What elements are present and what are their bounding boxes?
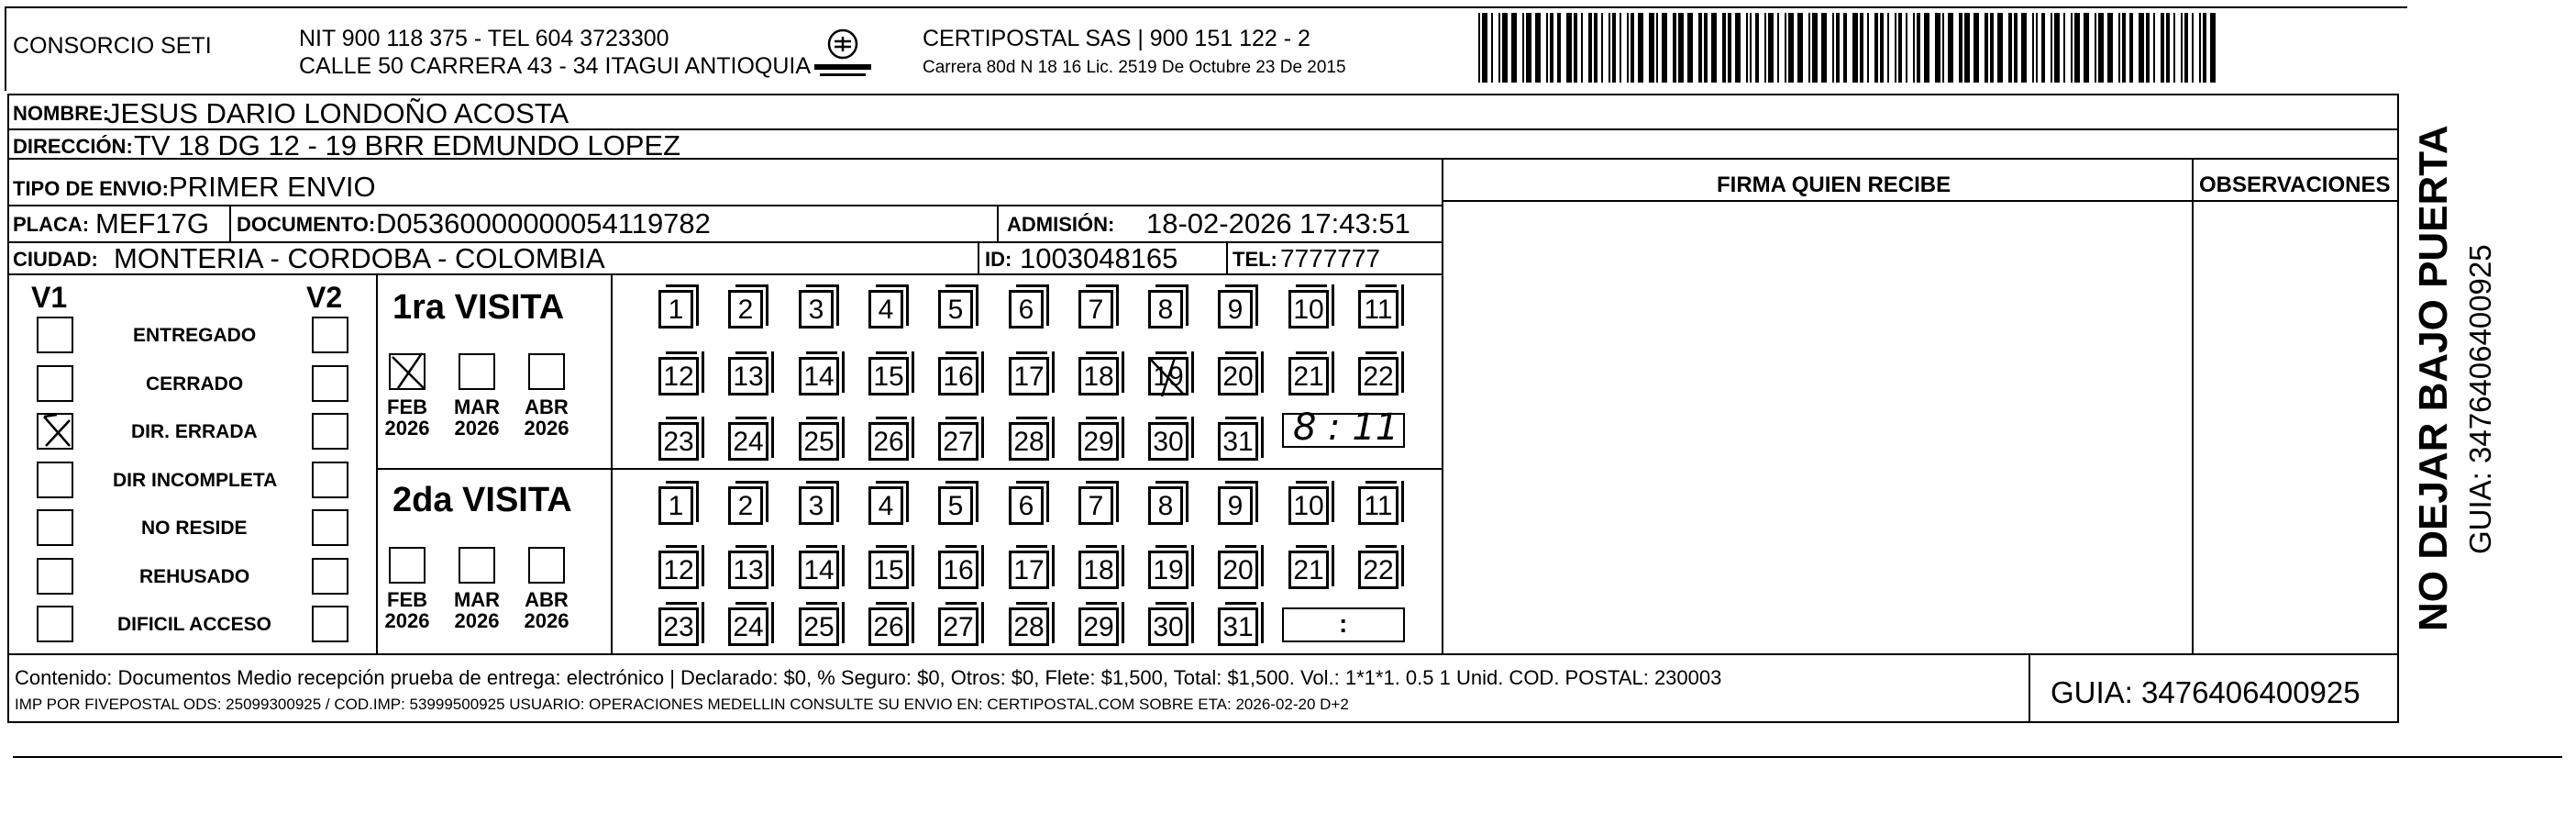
v2-checkbox[interactable] bbox=[312, 317, 348, 353]
observaciones-header: OBSERVACIONES bbox=[2199, 173, 2391, 197]
day-box[interactable]: 8 bbox=[1148, 486, 1183, 525]
month-checkbox[interactable] bbox=[389, 353, 426, 390]
month-checkbox[interactable] bbox=[528, 353, 565, 390]
placa-value: MEF17G bbox=[95, 207, 210, 239]
v1-label: V1 bbox=[31, 281, 68, 314]
day-box[interactable]: 5 bbox=[938, 290, 973, 329]
day-box[interactable]: 19 bbox=[1148, 357, 1188, 395]
day-box[interactable]: 22 bbox=[1358, 551, 1399, 589]
day-box[interactable]: 13 bbox=[728, 357, 768, 395]
day-box[interactable]: 4 bbox=[868, 486, 903, 525]
carrier-address: Carrera 80d N 18 16 Lic. 2519 De Octubre 23 De 2015 bbox=[923, 58, 1346, 77]
day-box[interactable]: 26 bbox=[868, 422, 909, 461]
day-box[interactable]: 25 bbox=[799, 607, 839, 646]
documento-label: DOCUMENTO: bbox=[237, 213, 376, 236]
month-checkbox[interactable] bbox=[528, 547, 565, 584]
day-box[interactable]: 18 bbox=[1078, 357, 1119, 395]
status-label: DIR. ERRADA bbox=[131, 421, 258, 442]
month-name: FEB bbox=[387, 588, 427, 611]
day-box[interactable]: 4 bbox=[868, 290, 903, 329]
status-label: REHUSADO bbox=[139, 566, 250, 587]
day-box[interactable]: 29 bbox=[1078, 422, 1119, 461]
v2-checkbox[interactable] bbox=[312, 606, 348, 642]
v1-checkbox[interactable] bbox=[37, 413, 73, 450]
admision-label: ADMISIÓN: bbox=[1007, 213, 1115, 236]
day-box[interactable]: 5 bbox=[938, 486, 973, 525]
address-line: CALLE 50 CARRERA 43 - 34 ITAGUI ANTIOQUIA bbox=[299, 53, 812, 79]
v1-checkbox[interactable] bbox=[37, 606, 73, 642]
day-box[interactable]: 20 bbox=[1218, 357, 1258, 395]
side-warning: NO DEJAR BAJO PUERTA bbox=[2411, 125, 2456, 631]
day-box[interactable]: 16 bbox=[938, 357, 978, 395]
tel-label: TEL: bbox=[1233, 248, 1277, 271]
day-box[interactable]: 7 bbox=[1078, 290, 1113, 329]
day-box[interactable]: 11 bbox=[1358, 290, 1399, 329]
check-mark-icon bbox=[39, 415, 72, 448]
day-box[interactable]: 30 bbox=[1148, 422, 1188, 461]
tipo-envio-value: PRIMER ENVIO bbox=[169, 171, 376, 203]
footer-line-1: Contenido: Documentos Medio recepción prueba de entrega: electrónico | Declarado: $0, % Seguro: $0, Otros: $0, Flete: $1,500, Total: $1,500. Vol.: 1*1*1. 0.5 1 Unid. COD. POSTAL: 230003 bbox=[15, 666, 1722, 689]
day-box[interactable]: 18 bbox=[1078, 551, 1119, 589]
day-box[interactable]: 13 bbox=[728, 551, 768, 589]
check-mark-icon bbox=[389, 351, 429, 392]
barcode bbox=[1478, 13, 2216, 83]
status-label: DIFICIL ACCESO bbox=[117, 614, 272, 635]
direccion-value: TV 18 DG 12 - 19 BRR EDMUNDO LOPEZ bbox=[134, 129, 681, 161]
first-visit-time: 8 : 11 bbox=[1293, 406, 1399, 449]
v1-checkbox[interactable] bbox=[37, 317, 73, 353]
month-name: ABR bbox=[525, 588, 569, 611]
day-box[interactable]: 21 bbox=[1288, 357, 1329, 395]
month-label bbox=[514, 396, 579, 439]
status-label: DIR INCOMPLETA bbox=[113, 470, 278, 491]
day-box[interactable]: 6 bbox=[1009, 486, 1044, 525]
day-box[interactable]: 22 bbox=[1358, 357, 1399, 395]
month-year: 2026 bbox=[454, 609, 500, 633]
month-year: 2026 bbox=[384, 609, 430, 633]
day-box[interactable]: 30 bbox=[1148, 607, 1188, 646]
day-box[interactable]: 20 bbox=[1218, 551, 1258, 589]
v2-label: V2 bbox=[306, 281, 343, 314]
tipo-envio-label: TIPO DE ENVIO: bbox=[13, 177, 169, 200]
v1-checkbox[interactable] bbox=[37, 365, 73, 402]
day-box[interactable]: 28 bbox=[1009, 607, 1049, 646]
month-name: MAR bbox=[453, 588, 501, 611]
placa-label: PLACA: bbox=[13, 213, 90, 236]
month-label bbox=[445, 589, 509, 631]
status-label: ENTREGADO bbox=[133, 325, 257, 346]
ciudad-label: CIUDAD: bbox=[13, 248, 98, 271]
carrier-line: CERTIPOSTAL SAS | 900 151 122 - 2 bbox=[923, 26, 1310, 51]
month-checkbox[interactable] bbox=[459, 547, 495, 584]
month-name: FEB bbox=[387, 395, 427, 418]
admision-value: 18-02-2026 17:43:51 bbox=[1146, 207, 1410, 239]
ciudad-value: MONTERIA - CORDOBA - COLOMBIA bbox=[114, 242, 605, 274]
v1-checkbox[interactable] bbox=[37, 509, 73, 546]
day-box[interactable]: 23 bbox=[658, 607, 699, 646]
v2-checkbox[interactable] bbox=[312, 509, 348, 546]
day-box[interactable]: 27 bbox=[938, 422, 978, 461]
month-label bbox=[375, 396, 439, 439]
day-box[interactable]: 1 bbox=[658, 290, 693, 329]
day-box[interactable]: 16 bbox=[938, 551, 978, 589]
day-box[interactable]: 31 bbox=[1218, 422, 1258, 461]
day-box[interactable]: 10 bbox=[1288, 486, 1329, 525]
day-box[interactable]: 14 bbox=[799, 357, 839, 395]
month-checkbox[interactable] bbox=[389, 547, 426, 584]
day-box[interactable]: 12 bbox=[658, 357, 699, 395]
day-box[interactable]: 31 bbox=[1218, 607, 1258, 646]
nombre-label: NOMBRE: bbox=[13, 102, 110, 125]
day-box[interactable]: 9 bbox=[1218, 486, 1253, 525]
day-box[interactable]: 12 bbox=[658, 551, 699, 589]
nit-line: NIT 900 118 375 - TEL 604 3723300 bbox=[299, 26, 669, 51]
day-box[interactable]: 11 bbox=[1358, 486, 1399, 525]
direccion-label: DIRECCIÓN: bbox=[13, 135, 133, 158]
v1-checkbox[interactable] bbox=[37, 462, 73, 498]
nombre-value: JESUS DARIO LONDOÑO ACOSTA bbox=[106, 97, 569, 129]
day-box[interactable]: 10 bbox=[1288, 290, 1329, 329]
month-label bbox=[375, 589, 439, 631]
month-label bbox=[445, 396, 509, 439]
footer-line-2: IMP POR FIVEPOSTAL ODS: 25099300925 / COD.IMP: 53999500925 USUARIO: OPERACIONES MEDELLIN CONSULTE SU ENVIO EN: CERTIPOSTAL.COM SOBRE ETA: 2026-02-20 D+2 bbox=[15, 696, 1349, 713]
second-visit-title: 2da VISITA bbox=[392, 481, 572, 519]
day-box[interactable]: 7 bbox=[1078, 486, 1113, 525]
day-box[interactable]: 2 bbox=[728, 486, 763, 525]
day-box[interactable]: 17 bbox=[1009, 551, 1049, 589]
month-year: 2026 bbox=[524, 609, 569, 633]
month-name: MAR bbox=[453, 395, 501, 418]
day-box[interactable]: 8 bbox=[1148, 290, 1183, 329]
v1-checkbox[interactable] bbox=[37, 558, 73, 595]
day-box[interactable]: 24 bbox=[728, 422, 768, 461]
documento-value: D05360000000054119782 bbox=[376, 207, 711, 239]
day-box[interactable]: 25 bbox=[799, 422, 839, 461]
day-box[interactable]: 3 bbox=[799, 290, 834, 329]
day-box[interactable]: 26 bbox=[868, 607, 909, 646]
day-box[interactable]: 1 bbox=[658, 486, 693, 525]
month-checkbox[interactable] bbox=[459, 353, 495, 390]
id-value: 1003048165 bbox=[1020, 242, 1178, 274]
day-box[interactable]: 15 bbox=[868, 551, 909, 589]
second-visit-time-separator: : bbox=[1339, 609, 1348, 638]
month-name: ABR bbox=[525, 395, 569, 418]
status-label: NO RESIDE bbox=[141, 518, 248, 539]
v2-checkbox[interactable] bbox=[312, 413, 348, 450]
company-name: CONSORCIO SETI bbox=[13, 33, 212, 59]
footer-guia: GUIA: 3476406400925 bbox=[2051, 675, 2360, 709]
status-label: CERRADO bbox=[146, 373, 244, 395]
day-box[interactable]: 15 bbox=[868, 357, 909, 395]
v2-checkbox[interactable] bbox=[312, 365, 348, 402]
first-visit-title: 1ra VISITA bbox=[392, 288, 565, 327]
month-year: 2026 bbox=[384, 417, 430, 440]
day-box[interactable]: 24 bbox=[728, 607, 768, 646]
day-box[interactable]: 2 bbox=[728, 290, 763, 329]
v2-checkbox[interactable] bbox=[312, 462, 348, 498]
day-box[interactable]: 27 bbox=[938, 607, 978, 646]
day-box[interactable]: 19 bbox=[1148, 551, 1188, 589]
day-box[interactable]: 21 bbox=[1288, 551, 1329, 589]
day-box[interactable]: 29 bbox=[1078, 607, 1119, 646]
day-box[interactable]: 3 bbox=[799, 486, 834, 525]
firma-header: FIRMA QUIEN RECIBE bbox=[1717, 173, 1951, 197]
month-year: 2026 bbox=[454, 417, 500, 440]
month-year: 2026 bbox=[524, 417, 569, 440]
tel-value: 7777777 bbox=[1280, 244, 1381, 273]
day-box[interactable]: 9 bbox=[1218, 290, 1253, 329]
day-box[interactable]: 23 bbox=[658, 422, 699, 461]
side-guia: GUIA: 3476406400925 bbox=[2463, 244, 2497, 554]
day-box[interactable]: 28 bbox=[1009, 422, 1049, 461]
day-box[interactable]: 14 bbox=[799, 551, 839, 589]
day-box[interactable]: 17 bbox=[1009, 357, 1049, 395]
month-label bbox=[514, 589, 579, 631]
v2-checkbox[interactable] bbox=[312, 558, 348, 595]
id-label: ID: bbox=[985, 248, 1012, 271]
certipostal-logo-icon bbox=[811, 26, 875, 81]
day-box[interactable]: 6 bbox=[1009, 290, 1044, 329]
